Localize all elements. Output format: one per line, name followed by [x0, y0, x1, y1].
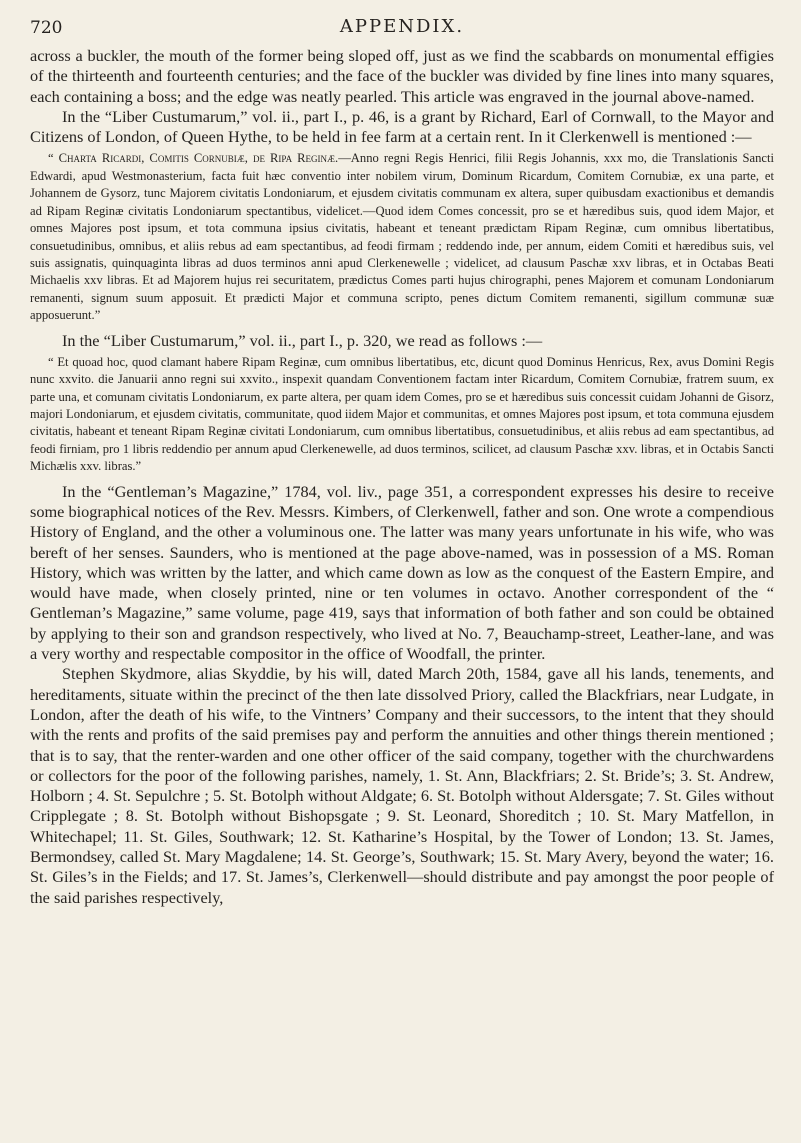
- paragraph-buckler: across a buckler, the mouth of the former being sloped off, just as we find the scabbards on monumental effigies of the thirteenth and fourteenth centuries; and the face of the buckler was divided by fine lines into many squares, each containing a boss; and the edge was neatly pearled. This article was engraved in the journal above-named.: [30, 46, 774, 106]
- book-page: [30, 12, 774, 908]
- paragraph-stephen-skydmore: Stephen Skydmore, alias Skyddie, by his will, dated March 20th, 1584, gave all his lands, tenements, and hereditaments, situate within the precinct of the then late dissolved Priory, called the Blackfriars, near Ludgate, in London, after the death of his wife, to the Vintners’ Company and their successors, to the intent that they should with the rents and profits of the said premises pay and perform the annuities and other things therein mentioned ; that is to say, that the renter-warden and one other officer of the said company, together with the churchwardens or collectors for the poor of the following parishes, namely, 1. St. Ann, Blackfriars; 2. St. Bride’s; 3. St. Andrew, Holborn ; 4. St. Sepulchre ; 5. St. Botolph without Aldgate; 6. St. Botolph without Aldersgate; 7. St. Giles without Cripplegate ; 8. St. Botolph without Bishopsgate ; 9. St. Leonard, Shoreditch ; 10. St. Mary Matfellon, in Whitechapel; 11. St. Giles, Southwark; 12. St. Katharine’s Hospital, by the Tower of London; 13. St. James, Bermondsey, called St. Mary Magdalene; 14. St. George’s, Southwark; 15. St. Mary Avery, beyond the water; 16. St. Giles’s in the Fields; and 17. St. James’s, Clerkenwell—should distribute and pay amongst the poor people of the said parishes respectively,: [30, 664, 774, 907]
- paragraph-liber-custumarum-320: In the “Liber Custumarum,” vol. ii., part I., p. 320, we read as follows :—: [62, 330, 543, 350]
- charter-quotation: [30, 150, 774, 324]
- paragraph-gentlemans-magazine: In the “Gentleman’s Magazine,” 1784, vol. liv., page 351, a correspondent expresses his desire to receive some biographical notices of the Rev. Messrs. Kimbers, of Clerkenwell, father and son. One wrote a compendious History of England, and the other a voluminous one. The latter was many years unfortunate in his wife, who was bereft of her senses. Saunders, who is mentioned at the page above-named, was in possession of a MS. Roman History, which was written by the latter, and which came down as low as the conquest of the Eastern Empire, and would have made, when closely printed, nine or ten volumes in octavo. Another correspondent of the “ Gentleman’s Magazine,” same volume, page 419, says that information of both father and son could be obtained by applying to their son and grandson respectively, who lived at No. 7, Beauchamp-street, Leather-lane, and was a very worthy and respectable compositor in the office of Woodfall, the printer.: [30, 481, 774, 664]
- charter-heading: “ Charta Ricardi, Comitis Cornubiæ, de Ripa Reginæ.: [48, 151, 339, 166]
- second-latin-quotation: “ Et quoad hoc, quod clamant habere Ripam Reginæ, cum omnibus libertatibus, etc, dicunt quod Dominus Henricus, Rex, avus Domini Regis nunc xxvito. die Januarii anno regni sui xxvito., inspexit quandam Conventionem factam inter Ricardum, Comitem Cornubiæ, fratrem suum, ex parte una, et comunam civitatis Londoniarum, ex parte altera, per quam idem Comes, pro se et hæredibus suis concessit cuidam Johanni de Gisorz, majori Londoniarum, et ejusdem civitatis, communitate, quod iidem Major et communitas, et omnes Majores post ipsum, et tota communa ejusdem civitatis, habeant et teneant Ripam Reginæ civitati Londoniarum, cum omnibus libertatibus, consuetudinibus, et aliis rebus ad eam spectantibus, ad feodi firniam, pro 1 libris reddendio per annum apud Clerkenewelle, ad duos terminos, scilicet, ad clausum Paschæ xxv. libras, et in Octabis Sancti Michælis xxv. libras.”: [30, 354, 774, 474]
- paragraph-liber-custumarum-grant: In the “Liber Custumarum,” vol. ii., part I., p. 46, is a grant by Richard, Earl of Cornwall, to the Mayor and Citizens of London, of Queen Hythe, to be held in fee farm at a certain rent. In it Clerkenwell is mentioned :—: [30, 106, 774, 147]
- page-header: [30, 12, 774, 46]
- page-number: 720: [30, 18, 63, 38]
- charter-text: —Anno regni Regis Henrici, filii Regis Johannis, xxx mo, die Translationis Sancti Edwardi, apud Westmonasterium, facta fuit hæc conventio inter nobilem virum, Dominum Ricardum, Comitem Cornubiæ, ex una parte, et Johannem de Gysorz, tunc Majorem civitatis Londoniarum, et ejusdem civitatis communam ex altera, super quibusdam exactionibus et demandis ad Ripam Reginæ civitatis Londoniarum spectantibus, videlicet.—Quod idem Comes concessit, pro se et hæredibus suis, quod idem Major, et omnes Majores post ipsum, et tota communa ipsius civitatis, habeant et teneant prædictam Ripam Reginæ, cum omnibus libertatibus, consuetudinibus, omnibus, et aliis rebus ad eam spectantibus, ad feodi firmam ; reddendo inde, per annum, eidem Comiti et hæredibus suis, vel suis assignatis, quinquaginta libras ad duos terminos anni apud Clerkenewelle ; videlicet, ad clausum Paschæ xxv libras, et in Octabas Beati Michaelis xxv libras. Et ad Majorem hujus rei securitatem, prædictus Comes parti hujus chirographi, penes Majorem et comunam Londoniarum remanenti, signum suum apposuit. Et prædicti Major et communa scripto, penes dictum Comitem remanenti, sigillum communæ suæ apposuerunt.”: [30, 151, 774, 323]
- running-title: APPENDIX.: [339, 16, 465, 37]
- main-text: [30, 46, 774, 147]
